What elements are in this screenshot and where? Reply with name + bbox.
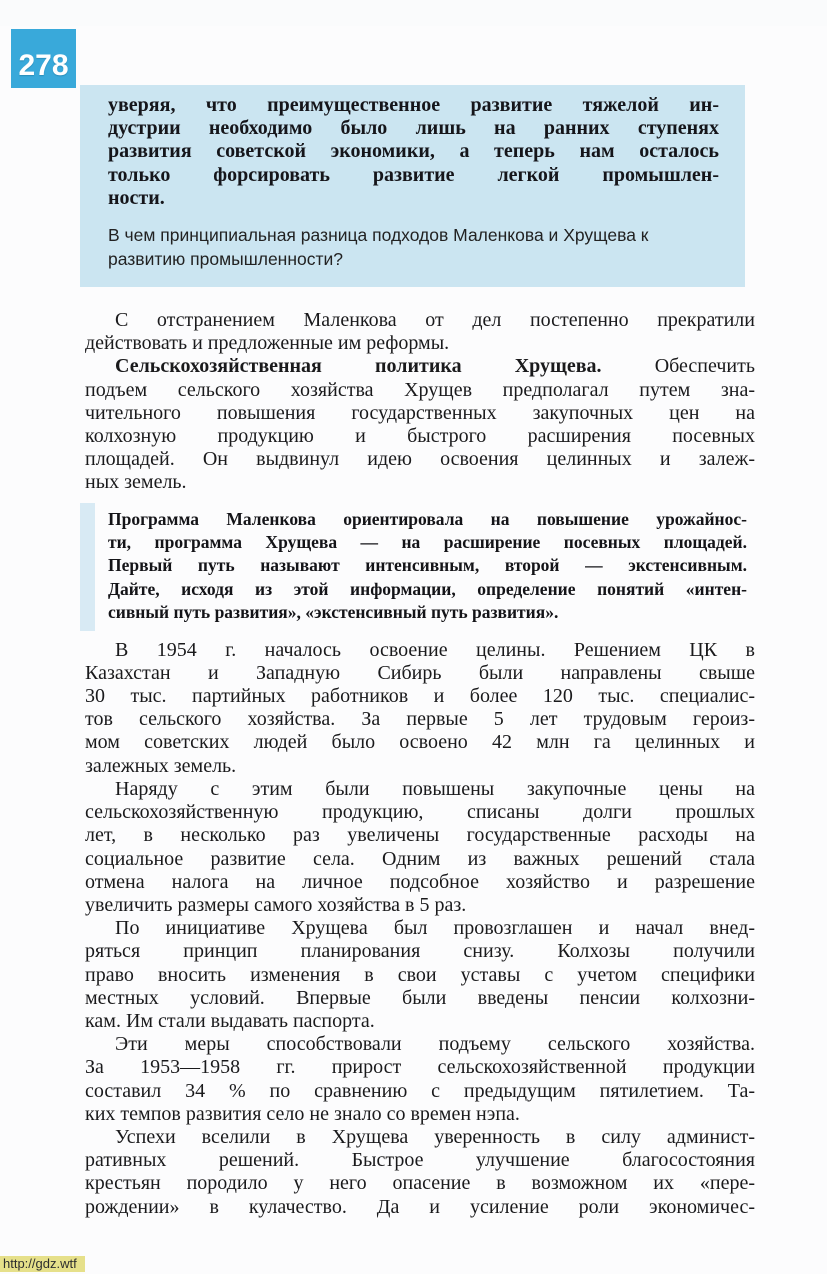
page-number-badge: [11, 29, 76, 88]
text-line: подъем сельского хозяйства Хрущев предполагал путем зна-: [85, 378, 755, 401]
bold-heading: Сельскохозяйственная политика Хрущева.: [115, 355, 602, 378]
paragraph: [85, 1126, 755, 1219]
text-line: действовать и предложенные им реформы.: [85, 332, 450, 355]
text-line: тов сельского хозяйства. За первые 5 лет трудовым героиз-: [85, 708, 755, 731]
text-line: лет, в несколько раз увеличены государственные расходы на: [85, 824, 755, 847]
text-line: отмена налога на личное подсобное хозяйство и разрешение: [85, 870, 755, 893]
text-line: чительного повышения государственных закупочных цен на: [85, 401, 755, 424]
text-line: кам. Им стали выдавать паспорта.: [85, 1009, 375, 1032]
text-line: уверяя, что преимущественное развитие тяжелой ин-: [108, 94, 719, 116]
highlight-block: [80, 85, 745, 287]
text-line: ративных решений. Быстрое улучшение благосостояния: [85, 1149, 755, 1172]
text-line: Казахстан и Западную Сибирь были направлены свыше: [85, 661, 755, 684]
text-line: сивный путь развития», «экстенсивный путь развития».: [108, 602, 559, 623]
text-line: площадей. Он выдвинул идею освоения целинных и залеж-: [85, 448, 755, 471]
text-line: ти, программа Хрущева — на расширение посевных площадей.: [108, 532, 747, 553]
text-line: За 1953—1958 гг. прирост сельскохозяйственной продукции: [85, 1056, 755, 1079]
text-line: колхозную продукцию и быстрого расширения посевных: [85, 425, 755, 448]
text-line: развитию промышленности?: [108, 249, 344, 270]
paragraph: [85, 639, 755, 778]
text-line: составил 34 % по сравнению с предыдущим пятилетием. Та-: [85, 1079, 755, 1102]
watermark: http://gdz.wtf: [0, 1256, 85, 1272]
body-text-block: [85, 309, 755, 495]
text-line: По инициативе Хрущева был провозглашен и начал внед-: [115, 917, 755, 940]
text-line: Наряду с этим были повышены закупочные цены на: [115, 777, 755, 800]
text-line: крестьян породило у него опасение в возможном их «пере-: [85, 1172, 755, 1195]
paragraph: [85, 309, 755, 355]
text-line: ных земель.: [85, 471, 187, 494]
task-block: [80, 503, 755, 631]
text-line: залежных земель.: [85, 754, 237, 777]
text-line: Первый путь называют интенсивным, второй — экстенсивным.: [108, 555, 747, 576]
text-line: развития советской экономики, а теперь нам осталось: [108, 140, 719, 163]
text-line: социальное развитие села. Одним из важных решений стала: [85, 847, 755, 870]
text-line: рождении» в кулачество. Да и усиление роли экономичес-: [85, 1195, 755, 1218]
text-line: право вносить изменения в свои уставы с учетом специфики: [85, 963, 755, 986]
task-accent-bar: [80, 503, 95, 631]
scan-artifact: [0, 0, 827, 26]
text-line: С отстранением Маленкова от дел постепенно прекратили: [115, 309, 755, 332]
text-line: сельскохозяйственную продукцию, списаны долги прошлых: [85, 801, 755, 824]
paragraph: [85, 778, 755, 917]
text-line: Эти меры способствовали подъему сельского хозяйства.: [115, 1033, 755, 1056]
text-line: В чем принципиальная разница подходов Маленкова и Хрущева к: [108, 225, 649, 246]
content-blocks: [85, 85, 755, 1219]
paragraph: [85, 917, 755, 1033]
text-line: ких темпов развития село не знало со времен нэпа.: [85, 1102, 520, 1125]
body-text-block: [85, 639, 755, 1219]
text-line: увеличить размеры самого хозяйства в 5 раз.: [85, 893, 467, 916]
paragraph: [85, 355, 755, 494]
quote-paragraph: [108, 94, 719, 210]
text-line: мом советских людей было освоено 42 млн га целинных и: [85, 731, 755, 754]
task-text: [108, 503, 755, 631]
text-line: ряться принцип планирования снизу. Колхозы получили: [85, 940, 755, 963]
text-line: Сельскохозяйственная политика Хрущева. Обеспечить: [115, 355, 755, 378]
text-line: В 1954 г. началось освоение целины. Решением ЦК в: [115, 638, 755, 661]
text-line: 30 тыс. партийных работников и более 120 тыс. специалис-: [85, 685, 755, 708]
text-line: Программа Маленкова ориентировала на повышение урожайнос-: [108, 508, 747, 529]
text-line: ности.: [108, 186, 165, 209]
text-line: Успехи вселили в Хрущева уверенность в силу админист-: [115, 1125, 755, 1148]
paragraph: [85, 1033, 755, 1126]
text-line: местных условий. Впервые были введены пенсии колхозни-: [85, 986, 755, 1009]
text-line: Дайте, исходя из этой информации, определение понятий «интен-: [108, 578, 747, 599]
page-number: 278: [18, 49, 69, 82]
question-paragraph: [108, 223, 719, 271]
text-line: только форсировать развитие легкой промышлен-: [108, 163, 719, 186]
text-line: дустрии необходимо было лишь на ранних ступенях: [108, 117, 719, 140]
